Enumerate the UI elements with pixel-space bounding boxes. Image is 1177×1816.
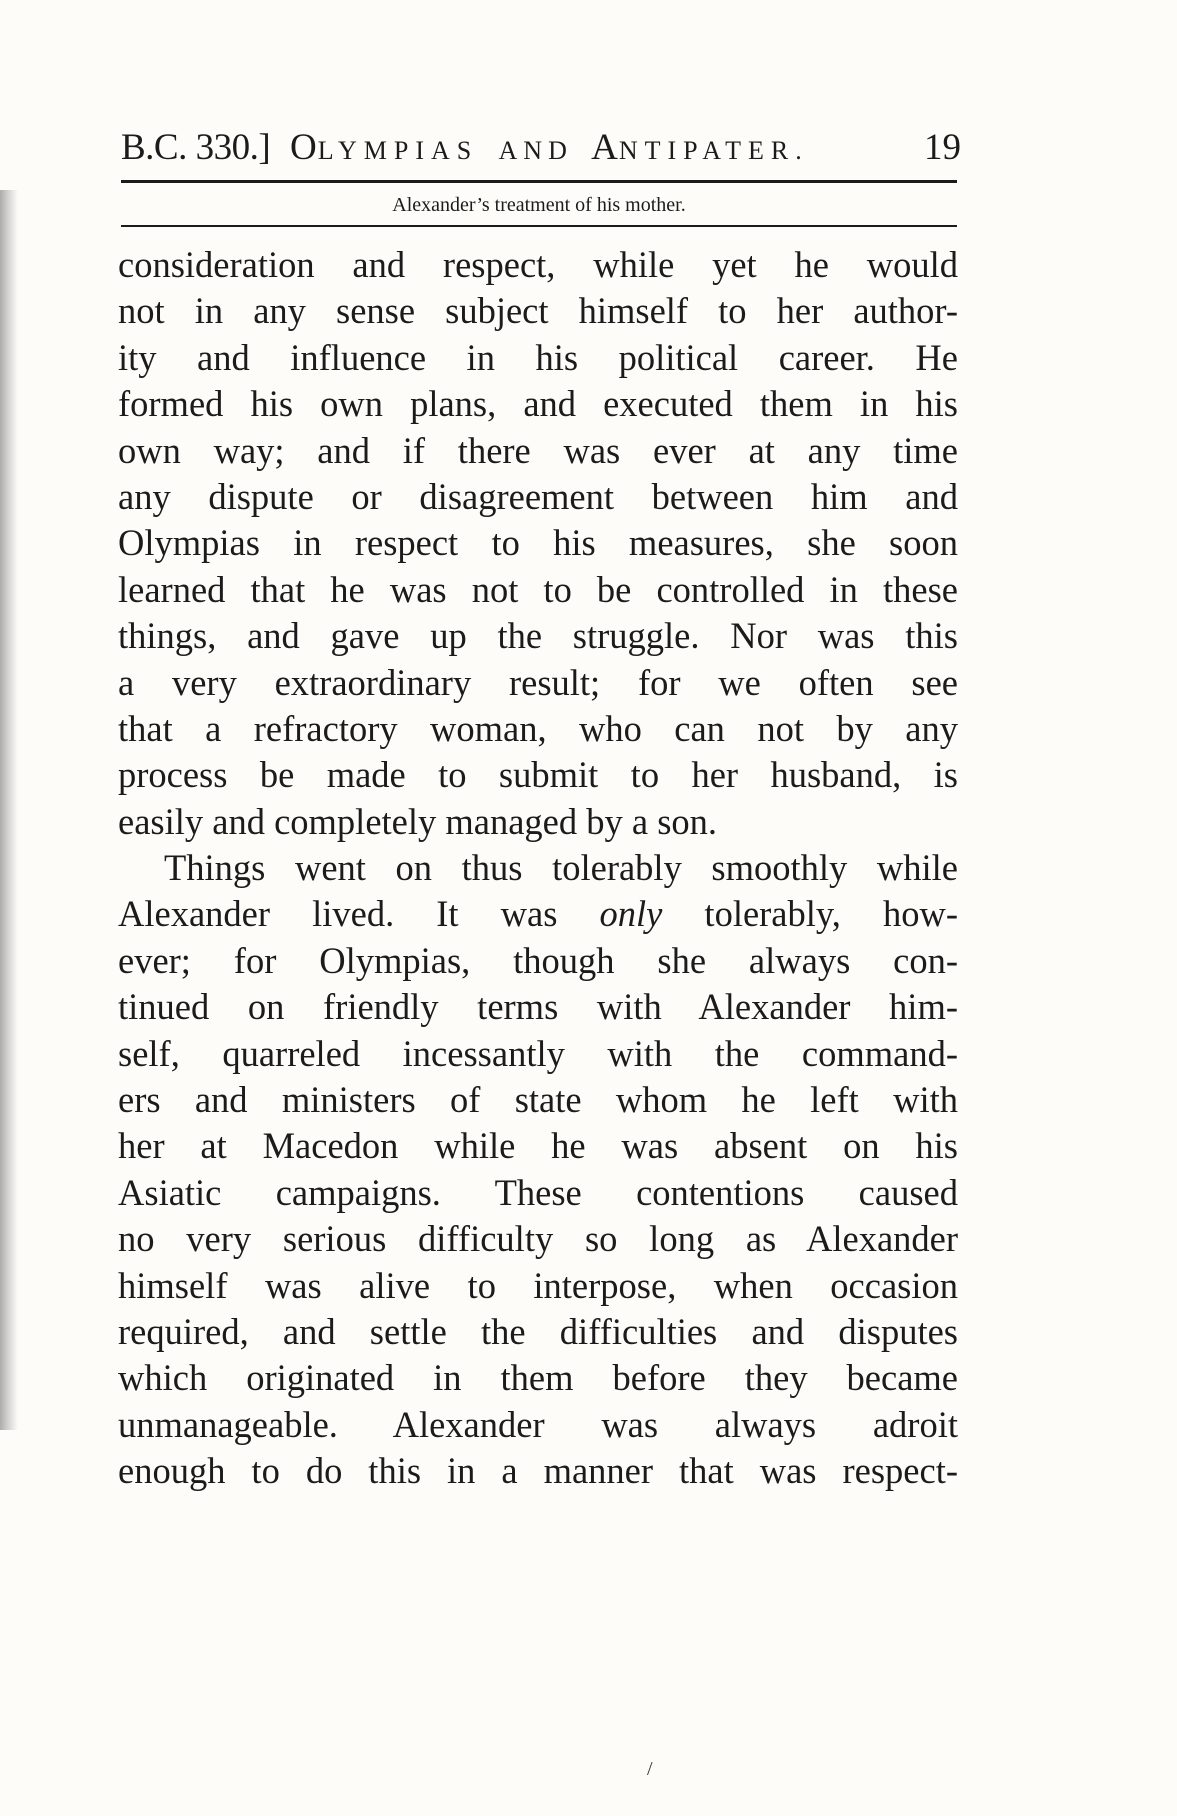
running-head	[121, 118, 961, 178]
text-line: no very serious difficulty so long as Alexander	[118, 1218, 958, 1260]
text-line: not in any sense subject himself to her author-	[118, 290, 958, 332]
text-line: that a refractory woman, who can not by any	[118, 707, 958, 749]
running-head-title: OLYMPIAS AND ANTIPATER.	[290, 127, 809, 168]
page-number: 19	[924, 127, 961, 168]
text-line: self, quarreled incessantly with the command-	[118, 1032, 958, 1074]
text-line: things, and gave up the struggle. Nor was this	[118, 615, 958, 657]
text-line: process be made to submit to her husband, is	[118, 754, 958, 796]
text-line: enough to do this in a manner that was respect-	[118, 1450, 958, 1492]
text-line: tinued on friendly terms with Alexander him-	[118, 986, 958, 1028]
text-line: her at Macedon while he was absent on his	[118, 1125, 958, 1167]
header-rule-bottom	[121, 225, 957, 227]
text-line: a very extraordinary result; for we often see	[118, 661, 958, 703]
text-line: learned that he was not to be controlled in these	[118, 568, 958, 610]
running-head-date: B.C. 330.]	[121, 127, 271, 168]
text-line: formed his own plans, and executed them in his	[118, 383, 958, 425]
body-text	[118, 242, 958, 1495]
stray-ink-mark: /	[647, 1758, 653, 1780]
text-line: ers and ministers of state whom he left with	[118, 1079, 958, 1121]
text-line: Things went on thus tolerably smoothly while	[164, 847, 958, 889]
header-rule-top	[121, 180, 957, 183]
text-line: required, and settle the difficulties and disputes	[118, 1310, 958, 1352]
section-subheading: Alexander’s treatment of his mother.	[392, 194, 686, 216]
text-line-with-italic: Alexander lived. It was only tolerably, how-	[118, 893, 958, 935]
text-line: ity and influence in his political career. He	[118, 336, 958, 378]
italic-emphasis: only	[599, 893, 663, 935]
binding-gutter-shadow	[0, 190, 18, 1430]
text-line: which originated in them before they became	[118, 1357, 958, 1399]
text-line: Olympias in respect to his measures, she soon	[118, 522, 958, 564]
text-line: consideration and respect, while yet he would	[118, 244, 958, 285]
text-line: ever; for Olympias, though she always con-	[118, 939, 958, 981]
text-line: unmanageable. Alexander was always adroit	[118, 1403, 958, 1445]
text-line: any dispute or disagreement between him and	[118, 475, 958, 517]
text-line: own way; and if there was ever at any time	[118, 429, 958, 471]
text-line: himself was alive to interpose, when occasion	[118, 1264, 958, 1306]
text-line: easily and completely managed by a son.	[118, 800, 718, 842]
text-line: Asiatic campaigns. These contentions caused	[118, 1171, 958, 1213]
